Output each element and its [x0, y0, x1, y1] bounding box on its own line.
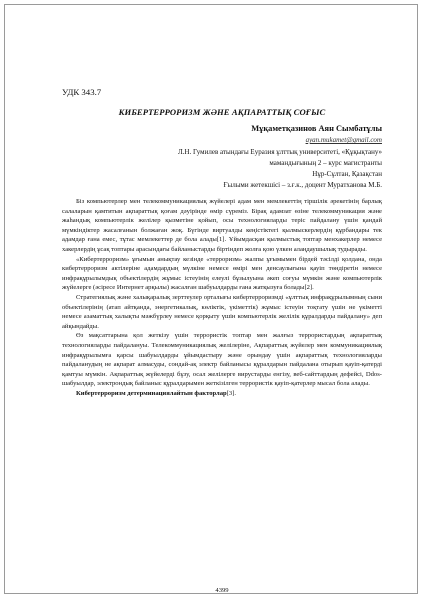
affiliation-line-1: Л.Н. Гумилев атындағы Еуразия ұлттық университеті, «Құқықтану» [177, 148, 382, 156]
document-page [62, 0, 382, 600]
paragraph-3: Стратегиялық және халықаралық зерттеулер орталығы кибертерроризмді «ұлттық инфрақұрылымның сыни объектілерінің (атап айтқанда, энергетикалық, көліктік, үкіметтік) жұмыс істеуін тоқтату үшін не үкіметті немесе азаматтық халықты мәжбүрлеу немесе қорқыту үшін компьютерлік желілік құралдарды пайдалану» деп айқындайды. [62, 293, 382, 330]
affiliation-line-2: мамандығының 2 – курс магистранты [269, 159, 382, 167]
paragraph-2: «Кибертерроризм» ұғымын анықтау кезінде «терроризм» жалпы ұғымымен бірдей тәсілді қолдана, онда кибертерроризм актілеріне адамдардың мүлкіне немесе өмірі мен денсаулығына қауіп төндіретін немесе инфрақұрылымдық объектілердің жұмыс істеуінің елеулі бұзылуына әкеп соғуы мүмкін және компьютерлік жүйелерге (әсіресе Интернет арқылы) жасалған шабуылдарды ғана жатқызуға болады[2]. [62, 255, 382, 292]
author-name: Мұқаметқазинов Аян Сымбатұлы [251, 124, 382, 133]
udk-code: УДК 343.7 [62, 87, 102, 97]
paragraph-1: Біз компьютерлер мен телекоммуникациялық жүйелері адам мен мемлекеттің тіршілік әрекетінің барлық салаларын қамтитын ақпараттық қоғам дәуірінде өмір сүреміз. Бірақ адамзат өзіне телекоммуникация және жаһандық компьютерлік желілер қызметіне қойып, осы технологияларды теріс пайдалану үшін қандай мүмкіндіктер жасалғанын болжаған жоқ. Бүгінде виртуалды кеңістіктегі қылмыскерлердің құрбандары тек адамдар ғана емес, тұтас мемлекеттер де бола алады[1]. Ұйымдасқан қылмыстық топтар менхакерлер немесе хакерлердің ұсақ топтары арасындағы байланыстарды біртіндеп жолға қою үлкен алаңдаушылық тудырады. [62, 198, 382, 253]
affiliation-line-4: Ғылыми жетекшісі – з.ғ.к., доцент Муратханова М.Б. [223, 181, 382, 189]
author-email[interactable]: ayan.mukamet@gmail.com [305, 136, 382, 144]
affiliation-line-3: Нұр-Сұлтан, Қазақстан [312, 170, 382, 178]
page-number: 4399 [215, 587, 229, 594]
subheading-text: Кибертерроризм детерминациялайтын факторлар [76, 389, 227, 397]
article-title: КИБЕРТЕРРОРИЗМ ЖӘНЕ АҚПАРАТТЫҚ СОҒЫС [118, 107, 326, 117]
paragraph-4: Өз мақсаттарына қол жеткізу үшін террористік топтар мен жалғыз террористардың ақпараттық технологияларды пайдалануы. Телекоммуникациялық желілеріне, Ақпараттық жүйелер мен коммуникациялық инфрақұрылымға қарсы шабуылдарды ұйымдастыру және орындау үшін ақпараттық технологияларды пайдаланудың не ақпарат алмасуды, сондай-ақ электр байланысы құралдарын пайдалана отырып қауіп-қатерді қамтуы мүмкін. Ақпараттық жүйелерді бұзу, осал желілерге вирустарды енгізу, веб-сайттардың дефейсі, Ddos-шабуылдар, электрондық байланыс құралдарымен жеткізілген террористік қауіп-қатерлер мысал бола алады. [62, 332, 382, 388]
article-body [62, 197, 382, 398]
subheading-ref: [3]. [226, 389, 237, 397]
subheading [62, 389, 382, 399]
